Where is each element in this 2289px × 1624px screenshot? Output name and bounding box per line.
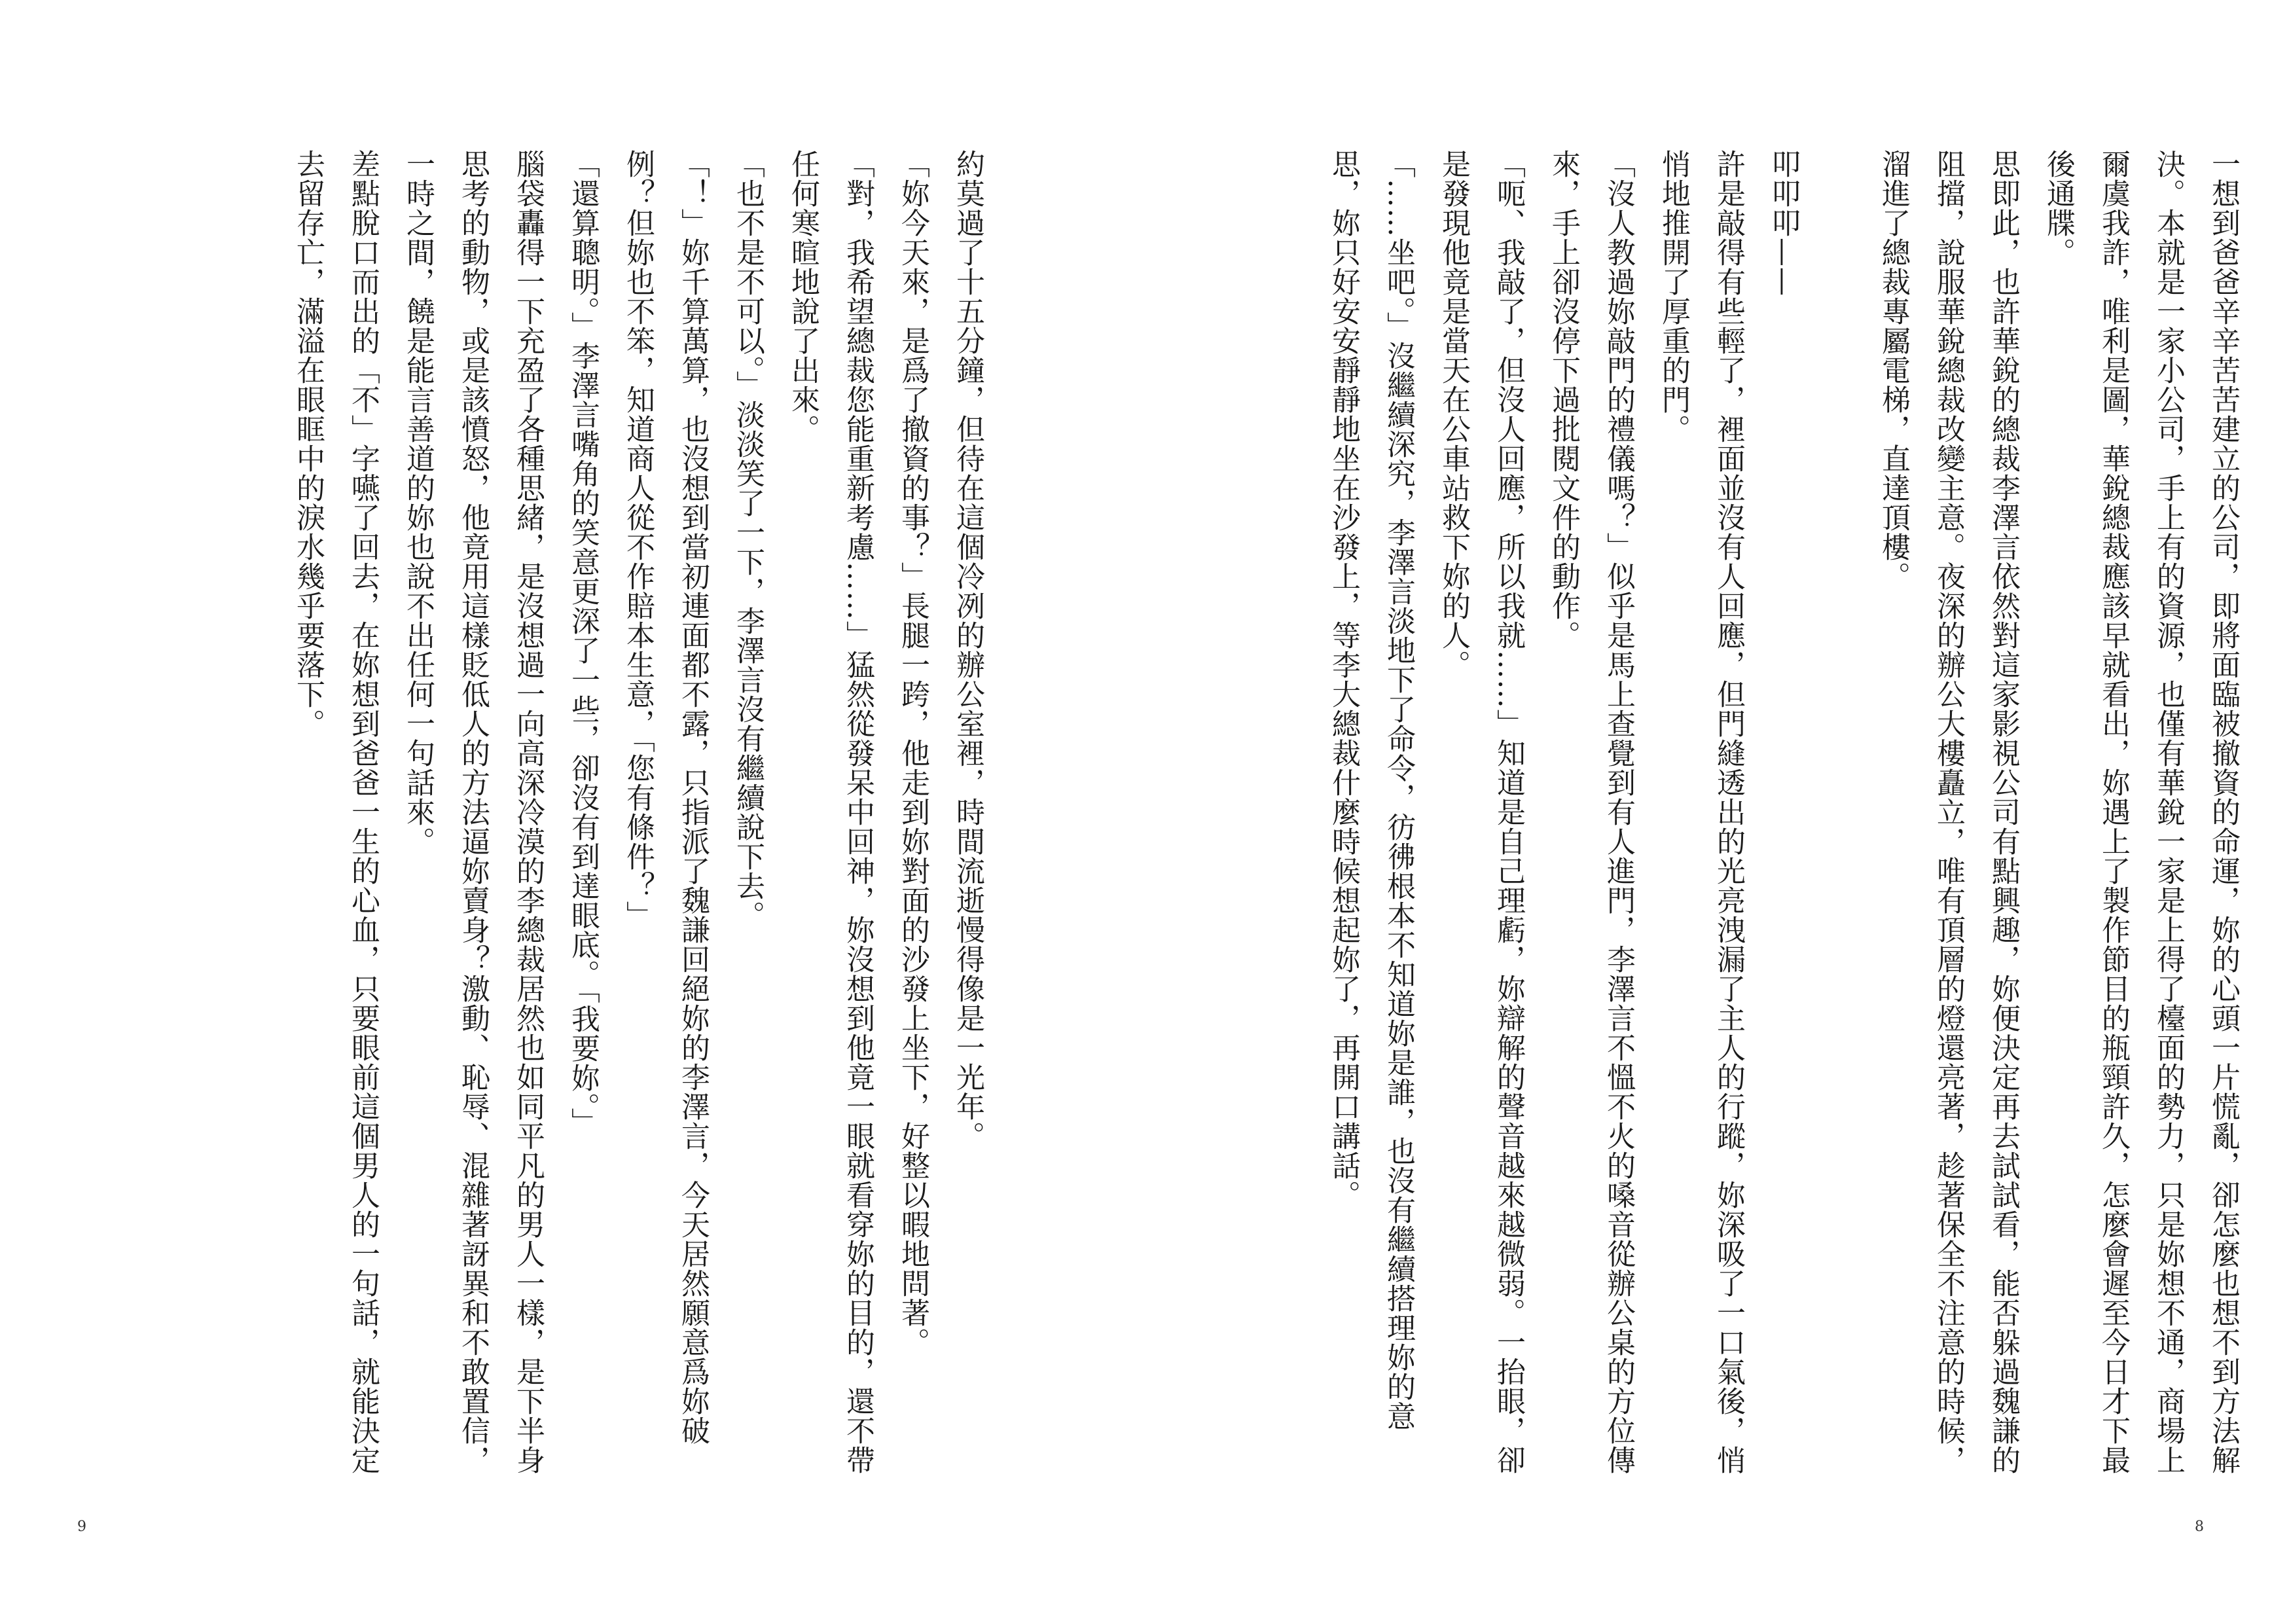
paragraph: 思即此，也許華銳的總裁李澤言依然對這家影視公司有點興趣，妳便決定再去試試看，能否躲過魏謙的阻擋，說服華銳總裁改變主意。夜深的辦公大樓矗立，唯有頂層的燈還亮著，趁著保全不注意的時候，溜進了總裁專屬電梯，直達頂樓。 bbox=[1877, 149, 2020, 1475]
paragraph: 「呃、我敲了，但沒人回應，所以我就……」知道是自己理虧，妳辯解的聲音越來越微弱。一抬眼，卻是發現他竟是當天在公車站救下妳的人。 bbox=[1437, 149, 1525, 1475]
paragraph: 「還算聰明。」李澤言嘴角的笑意更深了一些，卻沒有到達眼底。「我要妳。」 bbox=[566, 149, 600, 1137]
page-number: 8 bbox=[2195, 1519, 2204, 1535]
paragraph: 「！」妳千算萬算，也沒想到當初連面都不露，只指派了魏謙回絕妳的李澤言，今天居然願意爲妳破例？但妳也不笨，知道商人從不作賠本生意，「您有條件？」 bbox=[621, 149, 710, 1445]
paragraph: 腦袋轟得一下充盈了各種思緒，是沒想過一向高深冷漠的李總裁居然也如同平凡的男人一樣，是下半身思考的動物，或是該憤怒，他竟用這樣貶低人的方法逼妳賣身？激動、恥辱、混雜著訝異和不敢置信，一時之間，饒是能言善道的妳也說不出任何一句話來。 bbox=[401, 149, 545, 1475]
right-page bbox=[1144, 0, 2289, 1624]
paragraph: 約莫過了十五分鐘，但待在這個冷冽的辦公室裡，時間流逝慢得像是一光年。 bbox=[951, 149, 984, 1151]
paragraph: 「……坐吧。」沒繼續深究，李澤言淡地下了命令，彷彿根本不知道妳是誰，也沒有繼續搭理妳的意思，妳只好安安靜靜地坐在沙發上，等李大總裁什麼時候想起妳了，再開口講話。 bbox=[1327, 149, 1415, 1431]
right-page-text bbox=[1210, 149, 2250, 1485]
paragraph: 許是敲得有些輕了，裡面並沒有人回應，但門縫透出的光亮洩漏了主人的行蹤，妳深吸了一口氣後，悄悄地推開了厚重的門。 bbox=[1657, 149, 1745, 1475]
paragraph: 「沒人教過妳敲門的禮儀嗎？」似乎是馬上查覺到有人進門，李澤言不慍不火的嗓音從辦公桌的方位傳來，手上卻沒停下過批閱文件的動作。 bbox=[1547, 149, 1635, 1475]
paragraph: 一想到爸爸辛辛苦苦建立的公司，即將面臨被撤資的命運，妳的心頭一片慌亂，卻怎麼也想不到方法解決。本就是一家小公司，手上有的資源，也僅有華銳一家是上得了檯面的勢力，只是妳想不通，商場上爾虞我詐，唯利是圖，華銳總裁應該早就看出，妳遇上了製作節目的瓶頸許久，怎麼會遲至今日才下最後通牒。 bbox=[2042, 149, 2240, 1475]
left-page bbox=[0, 0, 1144, 1624]
left-page-text bbox=[183, 149, 995, 1485]
blank-line bbox=[1811, 149, 1865, 1485]
paragraph: 「妳今天來，是爲了撤資的事？」長腿一跨，他走到妳對面的沙發上坐下，好整以暇地問著。 bbox=[896, 149, 929, 1357]
paragraph: 叩叩叩—— bbox=[1767, 149, 1800, 297]
paragraph: 差點脫口而出的「不」字嚥了回去，在妳想到爸爸一生的心血，只要眼前這個男人的一句話，就能決定去留存亡，滿溢在眼眶中的淚水幾乎要落下。 bbox=[291, 149, 380, 1475]
page-number: 9 bbox=[77, 1519, 86, 1535]
paragraph: 「對，我希望總裁您能重新考慮……」猛然從發呆中回神，妳沒想到他竟一眼就看穿妳的目的，還不帶任何寒暄地說了出來。 bbox=[786, 149, 874, 1475]
paragraph: 「也不是不可以。」淡淡笑了一下，李澤言沒有繼續說下去。 bbox=[731, 149, 765, 930]
